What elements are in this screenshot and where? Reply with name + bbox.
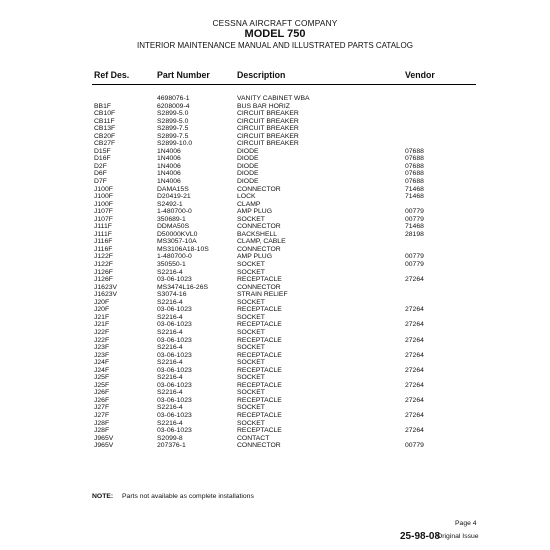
description-cell: CONNECTOR (237, 283, 281, 291)
note-text: Parts not available as complete installations (122, 493, 254, 500)
part-number-cell: 1N4006 (157, 162, 181, 170)
vendor-cell: 00779 (405, 208, 424, 216)
table-row (0, 208, 550, 216)
issue-label: Original Issue (437, 533, 479, 540)
description-cell: RECEPTACLE (237, 366, 282, 374)
ref-des-cell: J126F (94, 268, 113, 276)
part-number-cell: 03-06-1023 (157, 381, 192, 389)
vendor-cell: 27264 (405, 381, 424, 389)
part-number-cell: S2216-4 (157, 298, 183, 306)
description-cell: CIRCUIT BREAKER (237, 132, 299, 140)
description-cell: STRAIN RELIEF (237, 291, 288, 299)
ref-des-cell: J965V (94, 442, 114, 450)
ref-des-cell: J27F (94, 411, 110, 419)
table-row (0, 374, 550, 382)
manual-title: INTERIOR MAINTENANCE MANUAL AND ILLUSTRATED PARTS CATALOG (137, 41, 413, 50)
ref-des-cell: J965V (94, 434, 114, 442)
ref-des-cell: J111F (94, 223, 112, 231)
part-number-cell: D50000KVL0 (157, 230, 198, 238)
table-row (0, 284, 550, 292)
part-number-cell: 03-06-1023 (157, 366, 192, 374)
vendor-cell: 00779 (405, 215, 424, 223)
part-number-cell: S2216-4 (157, 404, 183, 412)
description-cell: LOCK (237, 193, 256, 201)
ref-des-cell: J122F (94, 261, 113, 269)
description-cell: VANITY CABINET WBA (237, 95, 310, 102)
ref-des-cell: D6F (94, 170, 107, 178)
ref-des-cell: J21F (94, 313, 110, 321)
vendor-cell: 27264 (405, 306, 424, 314)
table-row (0, 397, 550, 405)
col-header-part-number: Part Number (157, 70, 210, 80)
part-number-cell: MS3057-10A (157, 238, 197, 246)
part-number-cell: S3074-16 (157, 291, 187, 299)
vendor-cell: 00779 (405, 442, 424, 450)
table-row (0, 276, 550, 284)
table-row (0, 291, 550, 299)
part-number-cell: S2216-4 (157, 374, 183, 382)
table-row (0, 133, 550, 141)
description-cell: CONNECTOR (237, 442, 281, 450)
description-cell: SOCKET (237, 389, 265, 397)
ref-des-cell: CB27F (94, 140, 116, 148)
vendor-cell: 07688 (405, 147, 424, 155)
ref-des-cell: J20F (94, 306, 110, 314)
description-cell: RECEPTACLE (237, 351, 282, 359)
ref-des-cell: J23F (94, 351, 110, 359)
col-header-ref-des: Ref Des. (94, 70, 130, 80)
vendor-cell: 00779 (405, 261, 424, 269)
ref-des-cell: J25F (94, 381, 110, 389)
col-header-vendor: Vendor (405, 70, 435, 80)
part-number-cell: 03-06-1023 (157, 411, 192, 419)
description-cell: DIODE (237, 178, 259, 186)
description-cell: SOCKET (237, 359, 265, 367)
ref-des-cell: J22F (94, 336, 110, 344)
table-row (0, 178, 550, 186)
table-row (0, 170, 550, 178)
vendor-cell: 27264 (405, 366, 424, 374)
table-row (0, 389, 550, 397)
vendor-cell: 27264 (405, 276, 424, 284)
description-cell: SOCKET (237, 215, 265, 223)
ref-des-cell: J116F (94, 245, 113, 253)
ref-des-cell: J26F (94, 396, 110, 404)
table-row (0, 427, 550, 435)
ref-des-cell: J22F (94, 328, 110, 336)
vendor-cell: 07688 (405, 155, 424, 163)
description-cell: SOCKET (237, 298, 265, 306)
ref-des-cell: J21F (94, 321, 110, 329)
part-number-cell: MS3106A18-10S (157, 245, 209, 253)
part-number-cell: 03-06-1023 (157, 427, 192, 435)
part-number-cell: S2216-4 (157, 389, 183, 397)
part-number-cell: D20419-21 (157, 193, 191, 201)
part-number-cell: 03-06-1023 (157, 276, 192, 284)
table-row (0, 186, 550, 194)
table-row (0, 246, 550, 254)
description-cell: SOCKET (237, 404, 265, 412)
vendor-cell: 27264 (405, 396, 424, 404)
vendor-cell: 71468 (405, 223, 424, 231)
part-number-cell: 1N4006 (157, 170, 181, 178)
table-row (0, 118, 550, 126)
ref-des-cell: J25F (94, 374, 110, 382)
description-cell: CIRCUIT BREAKER (237, 125, 299, 133)
description-cell: SOCKET (237, 261, 265, 269)
company-name: CESSNA AIRCRAFT COMPANY (212, 18, 338, 28)
ref-des-cell: J28F (94, 427, 110, 435)
table-row (0, 329, 550, 337)
ref-des-cell: J26F (94, 389, 110, 397)
ref-des-cell: BB1F (94, 102, 111, 110)
ref-des-cell: J100F (94, 200, 113, 208)
vendor-cell: 27264 (405, 411, 424, 419)
vendor-cell: 71468 (405, 185, 424, 193)
page-number: Page 4 (455, 520, 477, 527)
table-row (0, 442, 550, 450)
description-cell: CIRCUIT BREAKER (237, 140, 299, 148)
table-row (0, 193, 550, 201)
description-cell: SOCKET (237, 313, 265, 321)
description-cell: BUS BAR HORIZ (237, 102, 290, 110)
description-cell: CONTACT (237, 434, 270, 442)
table-row (0, 412, 550, 420)
ref-des-cell: CB10F (94, 110, 116, 118)
ref-des-cell: J100F (94, 193, 113, 201)
description-cell: DIODE (237, 170, 259, 178)
description-cell: RECEPTACLE (237, 321, 282, 329)
description-cell: RECEPTACLE (237, 427, 282, 435)
part-number-cell: 350689-1 (157, 215, 186, 223)
ref-des-cell: J23F (94, 344, 110, 352)
ref-des-cell: J24F (94, 366, 110, 374)
header-divider (92, 84, 476, 85)
ref-des-cell: J126F (94, 276, 113, 284)
ref-des-cell: J107F (94, 215, 113, 223)
description-cell: CONNECTOR (237, 223, 281, 231)
table-row (0, 352, 550, 360)
table-row (0, 95, 550, 103)
table-row (0, 359, 550, 367)
table-row (0, 125, 550, 133)
description-cell: DIODE (237, 155, 259, 163)
part-number-cell: S2899-7.5 (157, 132, 189, 140)
table-row (0, 216, 550, 224)
part-number-cell: S2899-5.0 (157, 110, 189, 118)
description-cell: SOCKET (237, 328, 265, 336)
document-number: 25-98-08 (400, 531, 441, 542)
table-row (0, 382, 550, 390)
table-row (0, 344, 550, 352)
ref-des-cell: J111F (94, 230, 112, 238)
description-cell: RECEPTACLE (237, 381, 282, 389)
description-cell: SOCKET (237, 419, 265, 427)
vendor-cell: 07688 (405, 178, 424, 186)
table-row (0, 201, 550, 209)
part-number-cell: 4698076-1 (157, 95, 190, 102)
part-number-cell: S2216-4 (157, 419, 183, 427)
table-row (0, 404, 550, 412)
table-row (0, 269, 550, 277)
ref-des-cell: J1623V (94, 283, 118, 291)
table-row (0, 103, 550, 111)
part-number-cell: S2216-4 (157, 359, 183, 367)
table-row (0, 110, 550, 118)
description-cell: RECEPTACLE (237, 336, 282, 344)
description-cell: DIODE (237, 162, 259, 170)
table-row (0, 155, 550, 163)
model-title: MODEL 750 (244, 28, 306, 40)
description-cell: RECEPTACLE (237, 396, 282, 404)
part-number-cell: 1-480700-0 (157, 253, 192, 261)
note-label: NOTE: (92, 493, 114, 500)
part-number-cell: 03-06-1023 (157, 321, 192, 329)
part-number-cell: 03-06-1023 (157, 306, 192, 314)
vendor-cell: 07688 (405, 162, 424, 170)
description-cell: RECEPTACLE (237, 276, 282, 284)
description-cell: CLAMP, CABLE (237, 238, 286, 246)
part-number-cell: 03-06-1023 (157, 351, 192, 359)
description-cell: BACKSHELL (237, 230, 278, 238)
part-number-cell: 03-06-1023 (157, 396, 192, 404)
vendor-cell: 71468 (405, 193, 424, 201)
part-number-cell: 350550-1 (157, 261, 186, 269)
part-number-cell: S2216-4 (157, 328, 183, 336)
ref-des-cell: D16F (94, 155, 111, 163)
part-number-cell: DAMA15S (157, 185, 189, 193)
table-row (0, 223, 550, 231)
ref-des-cell: J27F (94, 404, 110, 412)
table-row (0, 163, 550, 171)
ref-des-cell: J107F (94, 208, 113, 216)
part-number-cell: 1N4006 (157, 155, 181, 163)
vendor-cell: 27264 (405, 427, 424, 435)
ref-des-cell: J24F (94, 359, 110, 367)
description-cell: CONNECTOR (237, 245, 281, 253)
description-cell: SOCKET (237, 268, 265, 276)
ref-des-cell: J122F (94, 253, 113, 261)
description-cell: RECEPTACLE (237, 306, 282, 314)
ref-des-cell: D15F (94, 147, 111, 155)
part-number-cell: S2099-8 (157, 434, 183, 442)
parts-table (0, 95, 550, 450)
table-row (0, 238, 550, 246)
ref-des-cell: D7F (94, 178, 107, 186)
vendor-cell: 27264 (405, 351, 424, 359)
description-cell: SOCKET (237, 344, 265, 352)
table-row (0, 253, 550, 261)
part-number-cell: S2899-7.5 (157, 125, 189, 133)
table-row (0, 231, 550, 239)
table-row (0, 299, 550, 307)
table-row (0, 321, 550, 329)
description-cell: AMP PLUG (237, 253, 273, 261)
part-number-cell: 207376-1 (157, 442, 186, 450)
ref-des-cell: D2F (94, 162, 107, 170)
part-number-cell: DDMA50S (157, 223, 190, 231)
description-cell: AMP PLUG (237, 208, 273, 216)
ref-des-cell: J20F (94, 298, 110, 306)
part-number-cell: 1N4006 (157, 178, 181, 186)
description-cell: RECEPTACLE (237, 411, 282, 419)
table-row (0, 367, 550, 375)
part-number-cell: MS3474L16-26S (157, 283, 209, 291)
table-row (0, 140, 550, 148)
description-cell: SOCKET (237, 374, 265, 382)
ref-des-cell: CB11F (94, 117, 115, 125)
ref-des-cell: CB20F (94, 132, 116, 140)
part-number-cell: S2216-4 (157, 268, 183, 276)
description-cell: CONNECTOR (237, 185, 281, 193)
table-row (0, 261, 550, 269)
part-number-cell: S2216-4 (157, 344, 183, 352)
note (92, 493, 254, 500)
table-row (0, 148, 550, 156)
table-row (0, 337, 550, 345)
vendor-cell: 00779 (405, 253, 424, 261)
vendor-cell: 27264 (405, 336, 424, 344)
description-cell: CIRCUIT BREAKER (237, 110, 299, 118)
description-cell: CLAMP (237, 200, 261, 208)
part-number-cell: 1N4006 (157, 147, 181, 155)
table-row (0, 306, 550, 314)
part-number-cell: 6208009-4 (157, 102, 190, 110)
ref-des-cell: CB13F (94, 125, 116, 133)
vendor-cell: 28198 (405, 230, 424, 238)
vendor-cell: 07688 (405, 170, 424, 178)
part-number-cell: 03-06-1023 (157, 336, 192, 344)
ref-des-cell: J116F (94, 238, 113, 246)
description-cell: DIODE (237, 147, 259, 155)
ref-des-cell: J1623V (94, 291, 118, 299)
ref-des-cell: J100F (94, 185, 113, 193)
ref-des-cell: J28F (94, 419, 110, 427)
part-number-cell: 1-480700-0 (157, 208, 192, 216)
vendor-cell: 27264 (405, 321, 424, 329)
part-number-cell: S2216-4 (157, 313, 183, 321)
table-row (0, 420, 550, 428)
part-number-cell: S2492-1 (157, 200, 183, 208)
part-number-cell: S2899-5.0 (157, 117, 189, 125)
part-number-cell: S2899-10.0 (157, 140, 193, 148)
col-header-description: Description (237, 70, 286, 80)
description-cell: CIRCUIT BREAKER (237, 117, 299, 125)
table-row (0, 435, 550, 443)
table-row (0, 314, 550, 322)
